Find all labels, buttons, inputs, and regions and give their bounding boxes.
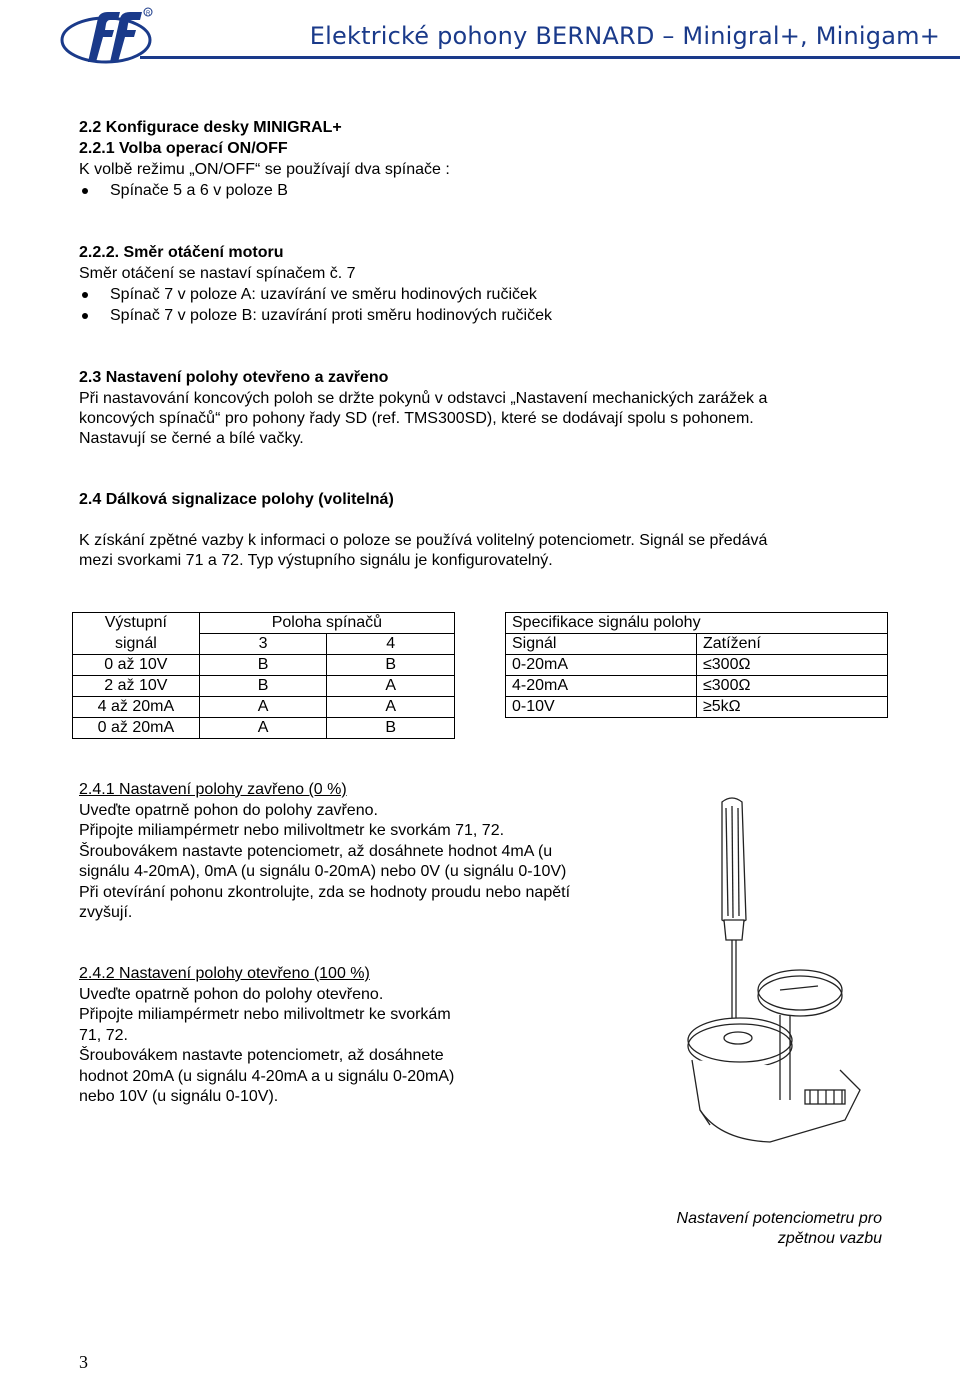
- subsection-heading-2-2-1: [79, 139, 288, 159]
- header-divider: [140, 56, 960, 59]
- table-cell: 0-10V: [506, 697, 697, 718]
- paragraph-line: Směr otáčení se nastaví spínačem č. 7: [79, 265, 356, 282]
- paragraph-line: Šroubovákem nastavte potenciometr, až dosáhnete hodnot 4mA (u: [79, 843, 553, 860]
- paragraph-line: nebo 10V (u signálu 0-10V).: [79, 1088, 279, 1105]
- table-header-cell: Signál: [506, 634, 697, 655]
- table-cell: 4-20mA: [506, 676, 697, 697]
- paragraph-line: signálu 4-20mA), 0mA (u signálu 0-20mA) nebo 0V (u signálu 0-10V): [79, 863, 567, 880]
- paragraph-line: Nastavují se černé a bílé vačky.: [79, 430, 304, 447]
- table-row: [506, 655, 888, 676]
- paragraph-line: Uveďte opatrně pohon do polohy zavřeno.: [79, 802, 378, 819]
- table-cell: B: [327, 655, 455, 676]
- paragraph-line: K volbě režimu „ON/OFF“ se používají dva spínače :: [79, 161, 450, 178]
- potentiometer-illustration: [640, 790, 880, 1190]
- section-heading-2-3: 2.3 Nastavení polohy otevřeno a zavřeno: [79, 369, 389, 386]
- table-cell: ≤300Ω: [697, 655, 888, 676]
- paragraph-line: K získání zpětné vazby k informaci o poloze se používá volitelný potenciometr. Signál se předává: [79, 532, 768, 549]
- table-cell: A: [327, 697, 455, 718]
- subsection-heading-2-4-2: 2.4.2 Nastavení polohy otevřeno (100 %): [79, 965, 370, 982]
- table-cell: B: [199, 655, 327, 676]
- paragraph-line: mezi svorkami 71 a 72. Typ výstupního signálu je konfigurovatelný.: [79, 552, 553, 569]
- table-row: [506, 697, 888, 718]
- header-title: Elektrické pohony BERNARD – Minigral+, Minigam+: [309, 22, 940, 50]
- subsection-number: 2.2.2.: [79, 244, 124, 261]
- table-header-row: [73, 613, 455, 634]
- paragraph-line: Při otevírání pohonu zkontrolujte, zda se hodnoty proudu nebo napětí: [79, 884, 571, 901]
- caption-line: zpětnou vazbu: [777, 1230, 882, 1247]
- table-cell: 0 až 20mA: [73, 718, 200, 739]
- bullet-text: Spínač 7 v poloze A: uzavírání ve směru hodinových ručiček: [110, 286, 537, 303]
- table-title-cell: Specifikace signálu polohy: [506, 613, 888, 634]
- table-cell: ≥5kΩ: [697, 697, 888, 718]
- table-header-cell: signál: [73, 634, 200, 655]
- figure-caption: [677, 1209, 882, 1249]
- table-cell: ≤300Ω: [697, 676, 888, 697]
- table-header-cell: Výstupní: [73, 613, 200, 634]
- table-header-cell: Zatížení: [697, 634, 888, 655]
- table-cell: 4 až 20mA: [73, 697, 200, 718]
- subsection-title: Směr otáčení motoru: [123, 244, 284, 261]
- signal-spec-table: [505, 612, 888, 718]
- subsection-heading-2-2-2: [79, 243, 284, 263]
- table-header-row: [506, 613, 888, 634]
- table-header-cell: 3: [199, 634, 327, 655]
- paragraph-line: Uveďte opatrně pohon do polohy otevřeno.: [79, 986, 384, 1003]
- paragraph-line: Šroubovákem nastavte potenciometr, až dosáhnete: [79, 1047, 444, 1064]
- table-cell: A: [199, 718, 327, 739]
- svg-text:R: R: [146, 11, 151, 17]
- paragraph-line: zvyšují.: [79, 904, 133, 921]
- subsection-title: 2.2.1 Volba operací ON/OFF: [79, 140, 288, 157]
- paragraph-line: 71, 72.: [79, 1027, 128, 1044]
- paragraph-line: koncových spínačů“ pro pohony řady SD (ref. TMS300SD), které se dodávají spolu s pohonem.: [79, 410, 754, 427]
- table-header-cell: Poloha spínačů: [199, 613, 454, 634]
- table-row: [506, 676, 888, 697]
- section-heading-2-4: 2.4 Dálková signalizace polohy (volitelná): [79, 491, 394, 508]
- table-cell: B: [327, 718, 455, 739]
- table-header-row: [73, 634, 455, 655]
- table-row: [73, 655, 455, 676]
- switch-position-table: [72, 612, 455, 739]
- bullet-icon: [82, 188, 88, 194]
- paragraph-line: Připojte miliampérmetr nebo milivoltmetr ke svorkám 71, 72.: [79, 822, 505, 839]
- table-cell: 2 až 10V: [73, 676, 200, 697]
- table-cell: 0 až 10V: [73, 655, 200, 676]
- caption-line: Nastavení potenciometru pro: [676, 1210, 882, 1227]
- paragraph-line: hodnot 20mA (u signálu 4-20mA a u signálu 0-20mA): [79, 1068, 455, 1085]
- table-cell: 0-20mA: [506, 655, 697, 676]
- paragraph-line: Připojte miliampérmetr nebo milivoltmetr ke svorkám: [79, 1006, 451, 1023]
- page-number: 3: [79, 1352, 88, 1372]
- table-row: [73, 697, 455, 718]
- table-cell: A: [327, 676, 455, 697]
- bullet-icon: [82, 292, 88, 298]
- table-cell: B: [199, 676, 327, 697]
- table-header-row: [506, 634, 888, 655]
- bullet-text: Spínače 5 a 6 v poloze B: [110, 182, 288, 199]
- section-heading-2-2: 2.2 Konfigurace desky MINIGRAL+: [79, 119, 342, 136]
- table-row: [73, 718, 455, 739]
- bullet-icon: [82, 313, 88, 319]
- bullet-text: Spínač 7 v poloze B: uzavírání proti směru hodinových ručiček: [110, 307, 552, 324]
- paragraph-line: Při nastavování koncových poloh se držte pokynů v odstavci „Nastavení mechanických zarážek a: [79, 390, 768, 407]
- table-cell: A: [199, 697, 327, 718]
- subsection-heading-2-4-1: 2.4.1 Nastavení polohy zavřeno (0 %): [79, 781, 347, 798]
- table-row: [73, 676, 455, 697]
- table-header-cell: 4: [327, 634, 455, 655]
